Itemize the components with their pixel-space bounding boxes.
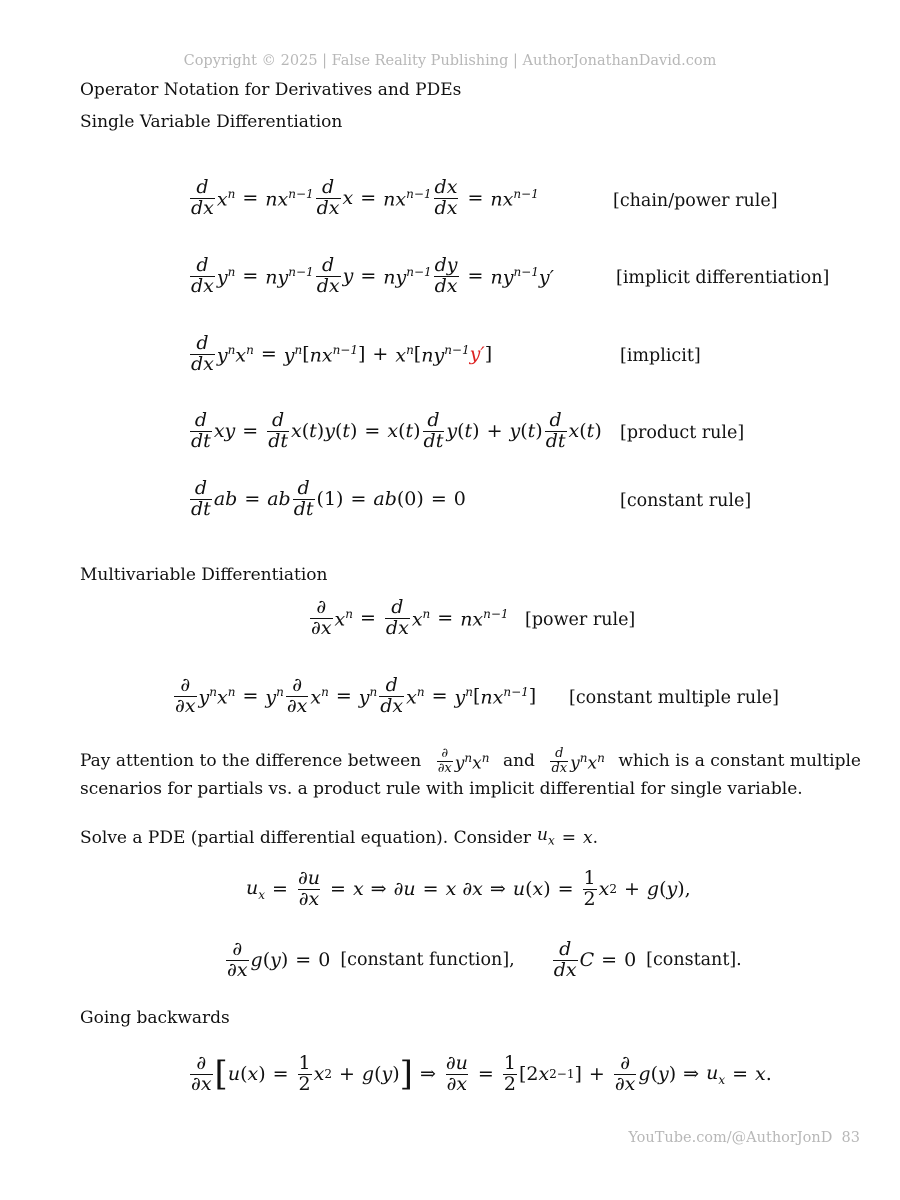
page-footer — [628, 1130, 860, 1146]
equation-implicit: $\frac{d}{dx}$ $y^nx^n$ = $y^n$ [ $nx^{n-1}$ ] + $x^n$ [ $ny^{n-1}$ y′ ] — [191, 332, 493, 375]
label-implicit: [implicit] — [620, 346, 701, 366]
inline-ux-equals-x: $u_x$ = x . — [537, 825, 598, 848]
equation-implicit-differentiation: $\frac{d}{dx}$ $y^n$ = $ny^{n-1}$ $\frac{d}{dx}$ y = $ny^{n-1}$ $\frac{dy}{dx}$ = $ny^{n-1}y'$ — [191, 254, 554, 297]
page-title: Operator Notation for Derivatives and PDEs — [80, 80, 462, 100]
paragraph-attention-line1: Pay attention to the difference between $\frac{\partial}{\partial x}$ $y^nx^n$ and $\frac{d}{dx}$ $y^nx^n$ which is a constant multiple — [80, 744, 861, 779]
label-constant-function: [constant function], — [340, 950, 515, 971]
label-implicit-differentiation: [implicit differentiation] — [616, 268, 830, 288]
label-constant-multiple-rule: [constant multiple rule] — [569, 688, 779, 708]
equation-constant-rule: $\frac{d}{dt}$ ab = ab $\frac{d}{dt}$ (1) = ab (0) = 0 — [191, 477, 466, 520]
youtube-channel: YouTube.com/@AuthorJonD — [628, 1130, 833, 1146]
equation-pde-solution: $u_x$ = $\frac{\partial u}{\partial x}$ = x ⇒ ∂ u = x ∂ x ⇒ u ( x ) = $\frac{1}{2}$ x 2 + g ( y ), — [246, 867, 691, 910]
equation-constant-function: $\frac{\partial}{\partial x}$ g ( y ) = 0 [constant function], $\frac{d}{dx}$ C = 0 [constant]. — [227, 938, 742, 981]
paragraph-attention-line2: scenarios for partials vs. a product rule with implicit differential for single variable. — [80, 779, 803, 799]
label-chain-power-rule: [chain/power rule] — [613, 191, 778, 211]
label-constant-rule: [constant rule] — [620, 491, 752, 511]
highlighted-y-prime: y′ — [469, 343, 485, 366]
label-power-rule: [power rule] — [525, 610, 636, 630]
section-heading-multivariable: Multivariable Differentiation — [80, 565, 328, 585]
equation-product-rule: $\frac{d}{dt}$ xy = $\frac{d}{dt}$ x ( t ) y ( t ) = x ( t ) $\frac{d}{dt}$ y ( t ) + y ( t ) $\frac{d}{dt}$ x ( t ) — [191, 409, 602, 452]
inline-derivative-expression: $\frac{d}{dx}$ $y^nx^n$ — [551, 746, 605, 776]
equation-partial-power-rule: $\frac{\partial}{\partial x}$ $x^n$ = $\frac{d}{dx}$ $x^n$ = $nx^{n-1}$ — [311, 596, 509, 639]
label-product-rule: [product rule] — [620, 423, 745, 443]
equation-going-backwards: $\frac{\partial}{\partial x}$ [ u ( x ) = $\frac{1}{2}$ x 2 + g ( y ) ] ⇒ $\frac{\partial u}{\partial x}$ = $\frac{1}{2}$ [2 x 2−1 ] + $\frac{\partial}{\partial x}$ g ( y ) ⇒ $u_x$ = x . — [191, 1052, 772, 1095]
section-heading-single-variable: Single Variable Differentiation — [80, 112, 343, 132]
equation-chain-power: $\frac{d}{dx}$ $x^n$ = $nx^{n-1}$ $\frac{d}{dx}$ x = $nx^{n-1}$ $\frac{dx}{dx}$ = $nx^{n-1}$ — [191, 176, 539, 219]
equation-constant-multiple-rule: $\frac{\partial}{\partial x}$ $y^nx^n$ = $y^n$ $\frac{\partial}{\partial x}$ $x^n$ = $y^n$ $\frac{d}{dx}$ $x^n$ = $y^n$ [ $nx^{n-1}$ ] — [175, 674, 537, 717]
inline-partial-expression: $\frac{\partial}{\partial x}$ $y^nx^n$ — [437, 746, 490, 776]
copyright-header: Copyright © 2025 | False Reality Publishing | AuthorJonathanDavid.com — [183, 53, 717, 69]
paragraph-solve-pde: Solve a PDE (partial differential equation). Consider $u_x$ = x . — [80, 821, 598, 855]
label-constant: [constant]. — [646, 950, 742, 971]
page-number: 83 — [841, 1130, 860, 1146]
section-heading-going-backwards: Going backwards — [80, 1008, 230, 1028]
